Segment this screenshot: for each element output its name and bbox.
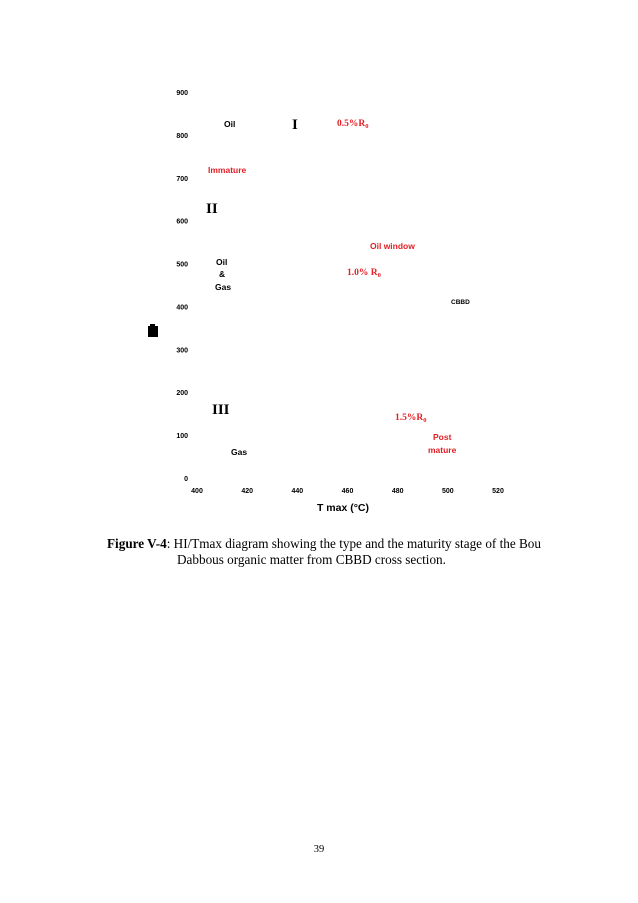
y-tick-label: 200 [176,390,188,398]
label-ro-10 [347,268,381,279]
y-tick-label: 100 [176,433,188,441]
label-ro-15 [395,413,427,424]
label-ro-15-sub: 0 [423,417,427,424]
label-oil-window: Oil window [370,241,415,251]
label-post-mature-line2: mature [428,445,457,455]
x-axis-ticks [191,488,504,495]
x-tick-label: 400 [191,488,203,495]
caption-text-line1: : HI/Tmax diagram showing the type and the maturity stage of the Bou [166,536,541,551]
x-tick-label: 480 [391,488,404,495]
x-tick-label: 520 [492,488,504,495]
x-tick-label: 460 [341,488,354,495]
label-post-mature-line1: Post [433,432,452,442]
y-axis-ticks [176,90,188,483]
y-tick-label: 800 [176,132,188,140]
y-tick-label: 900 [176,90,188,97]
x-tick-label: 500 [441,488,454,495]
label-oil-gas-line2: & [219,269,226,279]
label-ro-10-main: 1.0% R [347,268,378,278]
label-ro-05-sub: 0 [365,123,369,130]
label-cbbd: CBBD [451,299,470,306]
label-oil-gas-line1: Oil [216,257,228,267]
label-type-two: II [206,201,218,217]
x-tick-label: 440 [291,488,304,495]
label-ro-10-sub: 0 [377,272,381,279]
y-axis-label-fragment [148,324,158,337]
label-oil-gas-line3: Gas [215,282,232,292]
label-type-three: III [212,402,230,418]
x-tick-label: 420 [241,488,254,495]
y-tick-label: 0 [184,476,188,483]
label-gas: Gas [231,447,248,457]
y-tick-label: 600 [176,218,188,226]
label-type-one: I [292,117,298,133]
figure-caption [107,536,547,568]
y-tick-label: 700 [176,175,188,183]
label-oil-top: Oil [224,119,236,129]
y-tick-label: 500 [176,261,188,269]
y-tick-label: 400 [176,304,188,312]
x-axis-label: T max (°C) [316,502,370,514]
label-ro-05 [337,119,369,130]
caption-text-line2: Dabbous organic matter from CBBD cross section. [177,552,446,567]
figure-label: Figure V-4 [107,536,167,551]
label-ro-05-main: 0.5%R [337,119,366,129]
page-number: 39 [313,844,325,855]
y-tick-label: 300 [176,347,188,355]
label-immature: Immature [208,165,247,175]
label-ro-15-main: 1.5%R [395,413,424,423]
